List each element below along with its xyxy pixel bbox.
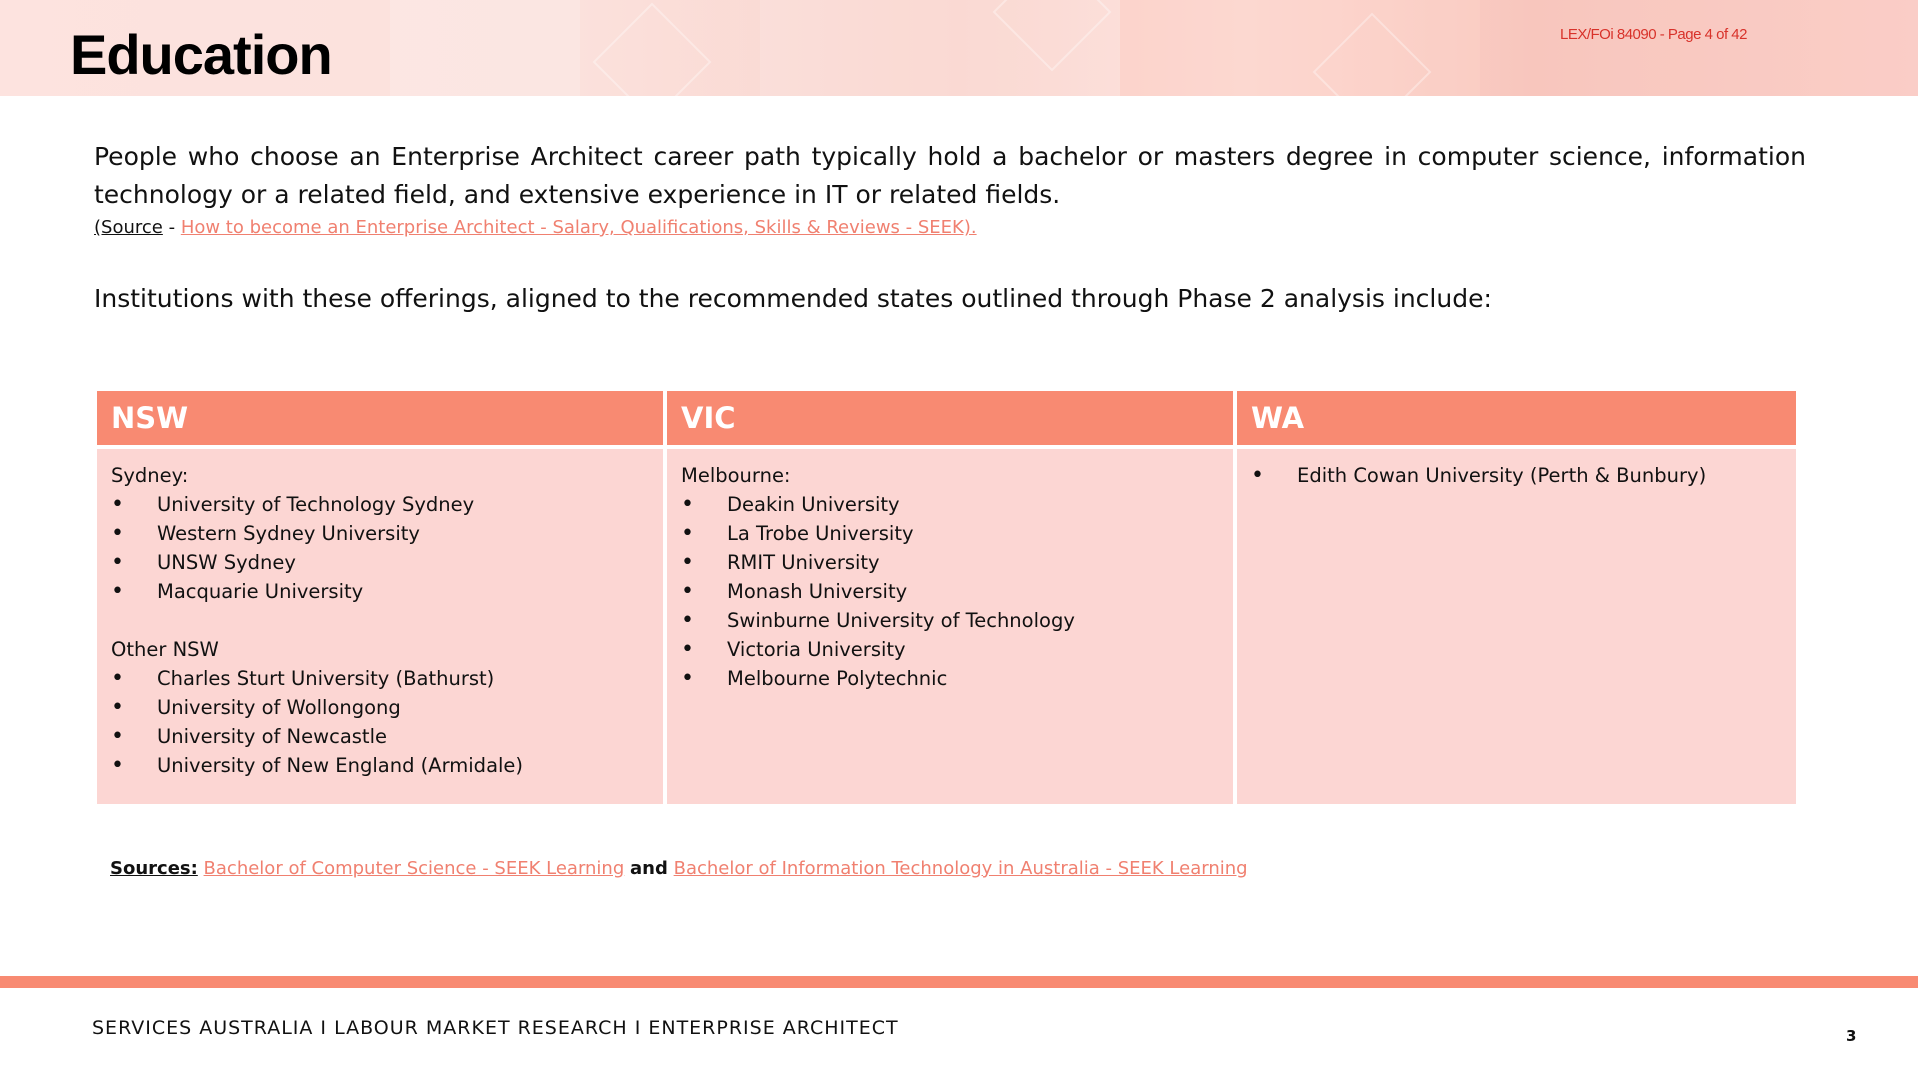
state-header-nsw: NSW	[97, 391, 663, 445]
institution-list-wa	[1251, 461, 1782, 490]
list-item: • Western Sydney University	[111, 519, 649, 548]
page-number: 3	[1846, 1027, 1857, 1045]
list-item: • Victoria University	[681, 635, 1219, 664]
list-item: • University of Wollongong	[111, 693, 649, 722]
list-item: • University of New England (Armidale)	[111, 751, 649, 780]
list-item: • RMIT University	[681, 548, 1219, 577]
region-label-other-nsw: Other NSW	[111, 638, 219, 661]
list-item: • Melbourne Polytechnic	[681, 664, 1219, 693]
list-item: • Deakin University	[681, 490, 1219, 519]
sources-conjunction: and	[630, 858, 668, 879]
footer-accent-bar	[0, 976, 1918, 988]
institution-list-other-nsw	[111, 664, 649, 780]
source-separator: -	[162, 217, 181, 238]
state-cell-nsw	[97, 449, 663, 804]
intro-paragraph: People who choose an Enterprise Architect career path typically hold a bachelor or masters degree in computer science, information technology or a related field, and extensive experience in IT or related fields.	[94, 142, 1806, 209]
document-page-reference: LEX/FOi 84090 - Page 4 of 42	[1560, 26, 1747, 43]
state-column-wa	[1237, 391, 1796, 804]
list-item: • Monash University	[681, 577, 1219, 606]
state-column-vic	[667, 391, 1233, 804]
state-header-wa: WA	[1237, 391, 1796, 445]
institutions-heading: Institutions with these offerings, aligned to the recommended states outlined through Phase 2 analysis include:	[94, 284, 1492, 313]
sources-line	[110, 858, 1248, 879]
region-label-melbourne: Melbourne:	[681, 464, 791, 487]
list-item: • La Trobe University	[681, 519, 1219, 548]
sources-label: Sources:	[110, 858, 198, 879]
state-header-vic: VIC	[667, 391, 1233, 445]
banner-decoration	[1480, 0, 1918, 96]
list-item: • University of Newcastle	[111, 722, 649, 751]
institution-list-melbourne	[681, 490, 1219, 693]
banner-decoration	[1120, 0, 1480, 96]
seek-information-technology-link[interactable]: Bachelor of Information Technology in Australia - SEEK Learning	[673, 858, 1248, 879]
list-item: • Edith Cowan University (Perth & Bunbury)	[1251, 461, 1782, 490]
list-item: • Swinburne University of Technology	[681, 606, 1219, 635]
list-item: • UNSW Sydney	[111, 548, 649, 577]
header-banner	[0, 0, 1918, 96]
region-label-sydney: Sydney:	[111, 464, 189, 487]
state-cell-vic	[667, 449, 1233, 804]
banner-diamond-shape	[593, 3, 712, 96]
state-column-nsw	[97, 391, 663, 804]
institution-list-sydney	[111, 490, 649, 606]
seek-enterprise-architect-link[interactable]: How to become an Enterprise Architect - Salary, Qualifications, Skills & Reviews - SEEK).	[180, 217, 977, 238]
state-cell-wa	[1237, 449, 1796, 804]
list-item: • University of Technology Sydney	[111, 490, 649, 519]
banner-decoration	[390, 0, 580, 96]
footer-text: SERVICES AUSTRALIA I LABOUR MARKET RESEARCH I ENTERPRISE ARCHITECT	[92, 1017, 899, 1039]
source-label: (Source	[94, 217, 163, 238]
page-title: Education	[70, 23, 332, 86]
seek-computer-science-link[interactable]: Bachelor of Computer Science - SEEK Learning	[203, 858, 625, 879]
list-item: • Charles Sturt University (Bathurst)	[111, 664, 649, 693]
intro-source-line	[94, 217, 977, 238]
list-item: • Macquarie University	[111, 577, 649, 606]
states-institutions-table	[97, 391, 1796, 804]
